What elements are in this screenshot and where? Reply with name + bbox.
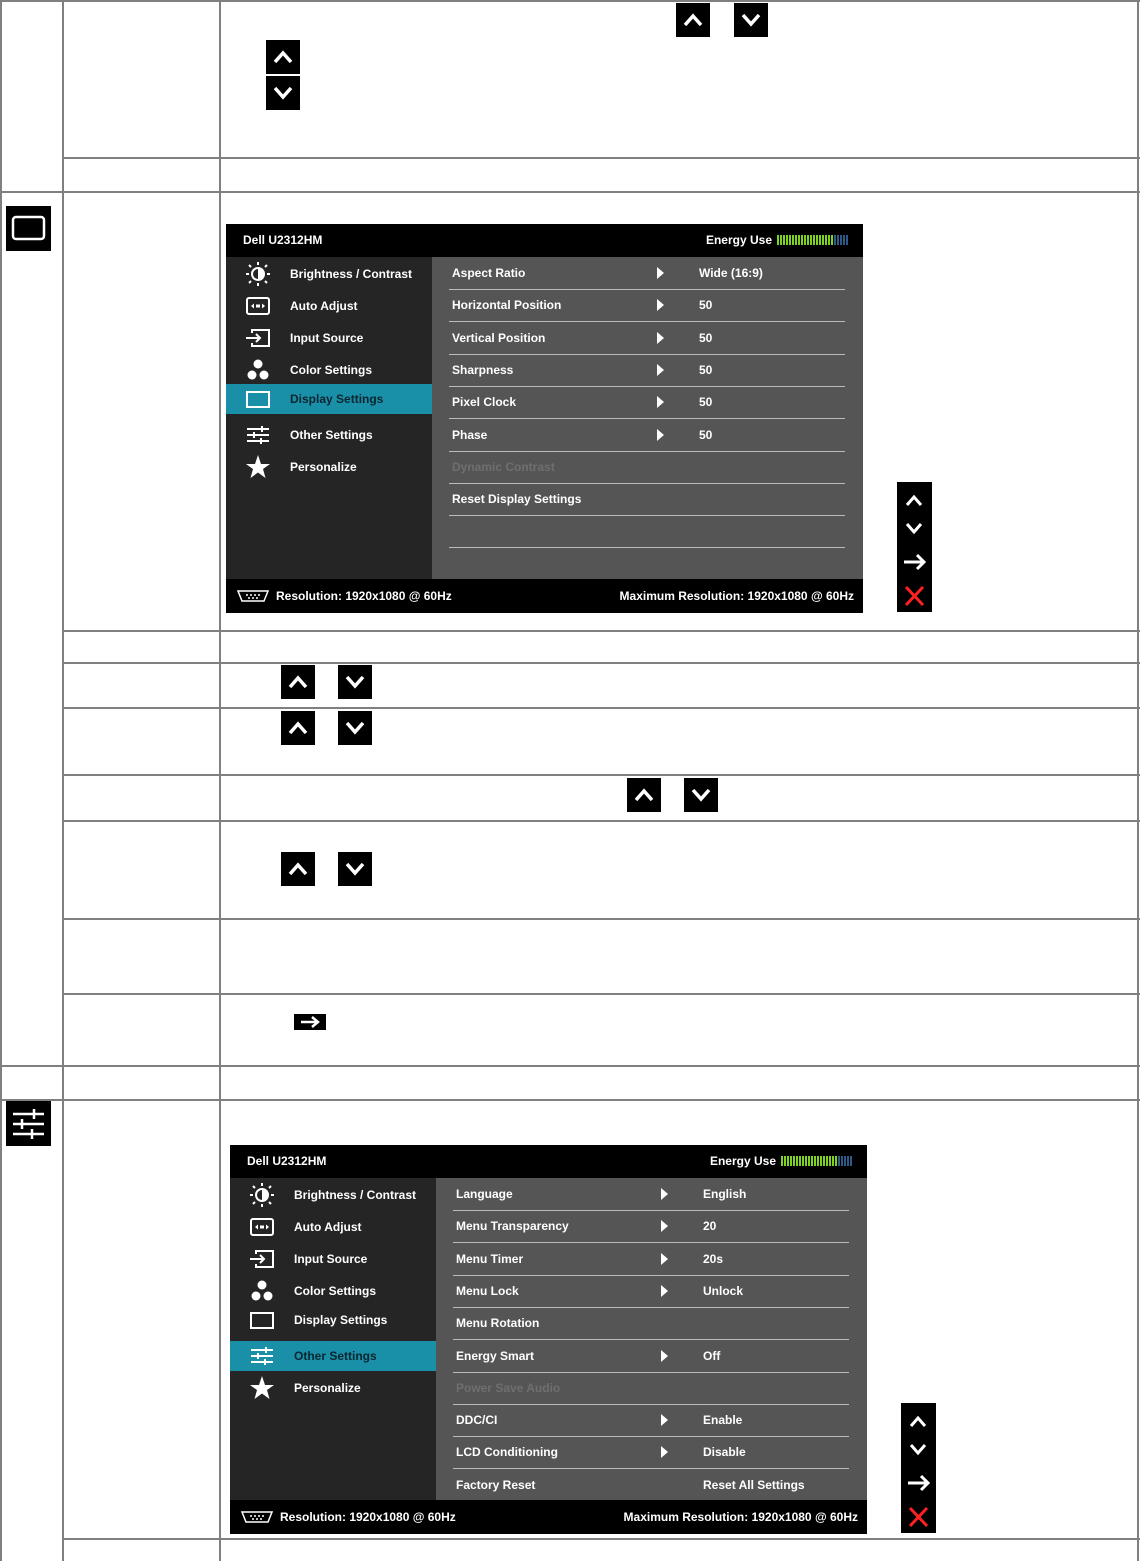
osd-setting-label: Factory Reset (456, 1477, 536, 1492)
energy-bar (840, 235, 842, 245)
caret-right-icon (657, 364, 664, 376)
energy-bar (784, 1156, 786, 1166)
chevron-down-icon (911, 1445, 925, 1453)
auto-adjust-icon (248, 1215, 276, 1239)
caret-right-icon (657, 429, 664, 441)
energy-bar (831, 235, 833, 245)
energy-bar (823, 1156, 825, 1166)
grid-line (62, 630, 1140, 632)
osd-setting-label: Energy Smart (456, 1348, 535, 1363)
max-resolution-text: Maximum Resolution: 1920x1080 @ 60Hz (623, 1510, 858, 1524)
energy-use-label: Energy Use (709, 1154, 776, 1168)
osd-menu-label: Brightness / Contrast (290, 267, 413, 281)
grid-line (62, 662, 1140, 664)
osd-menu-label: Display Settings (294, 1313, 388, 1327)
chevron-up-icon (627, 778, 661, 812)
energy-bar (846, 235, 848, 245)
osd-setting-row[interactable] (453, 1275, 849, 1308)
grid-line (0, 1099, 1140, 1101)
osd-menu-item-input-source[interactable] (226, 323, 432, 353)
caret-right-icon (657, 396, 664, 408)
osd-setting-value: Disable (703, 1445, 746, 1460)
osd-setting-row[interactable] (449, 515, 845, 548)
vga-connector-icon (240, 1510, 274, 1527)
osd-setting-label: LCD Conditioning (456, 1445, 558, 1460)
grid-line (62, 1538, 1140, 1540)
energy-bar (780, 235, 782, 245)
grid-line (62, 157, 1140, 159)
energy-bar (807, 235, 809, 245)
resolution-text: Resolution: 1920x1080 @ 60Hz (276, 589, 452, 603)
grid-line (62, 707, 1140, 709)
display-settings-icon (248, 1308, 276, 1332)
osd-setting-row[interactable] (453, 1307, 849, 1340)
osd-other-settings (230, 1145, 867, 1534)
energy-bar (808, 1156, 810, 1166)
color-settings-icon (244, 358, 272, 382)
caret-right-icon (661, 1253, 668, 1265)
input-source-icon (244, 326, 272, 350)
osd-setting-label: Reset Display Settings (452, 492, 582, 507)
osd-setting-value: 50 (699, 395, 713, 410)
grid-line (1137, 0, 1139, 1561)
osd-setting-row[interactable] (449, 483, 845, 516)
osd-setting-label: Sharpness (452, 362, 514, 377)
energy-bar (798, 235, 800, 245)
osd-menu-label: Auto Adjust (294, 1220, 362, 1234)
osd-nav-buttons (901, 1403, 936, 1533)
grid-line (62, 774, 1140, 776)
osd-setting-label: Menu Timer (456, 1251, 524, 1266)
energy-bar (787, 1156, 789, 1166)
energy-bar (829, 1156, 831, 1166)
grid-line (0, 0, 2, 1561)
osd-nav-buttons (897, 482, 932, 612)
osd-main-menu (230, 1178, 436, 1500)
osd-menu-item-auto-adjust[interactable] (230, 1212, 436, 1242)
grid-line (62, 918, 1140, 920)
chevron-up-icon (676, 3, 710, 37)
osd-setting-row[interactable] (449, 354, 845, 387)
grid-line (0, 191, 1140, 193)
osd-menu-item-other-settings[interactable] (230, 1341, 436, 1371)
chevron-down-icon (907, 524, 921, 532)
chevron-down-icon (734, 3, 768, 37)
osd-setting-row (449, 451, 845, 484)
caret-right-icon (657, 299, 664, 311)
energy-bar (819, 235, 821, 245)
osd-display-settings (226, 224, 863, 613)
osd-setting-value: 50 (699, 427, 713, 442)
energy-bar (810, 235, 812, 245)
energy-bar (841, 1156, 843, 1166)
chevron-up-icon (907, 497, 921, 505)
grid-line (62, 0, 64, 1561)
energy-bar (802, 1156, 804, 1166)
osd-setting-label: Menu Rotation (456, 1316, 540, 1331)
energy-bar (837, 235, 839, 245)
energy-bar (781, 1156, 783, 1166)
display-settings-icon (244, 387, 272, 411)
osd-setting-row[interactable] (449, 289, 845, 322)
energy-bar (843, 235, 845, 245)
caret-right-icon (657, 332, 664, 344)
arrow-right-icon (294, 1014, 326, 1030)
energy-bar (816, 235, 818, 245)
energy-bar (817, 1156, 819, 1166)
chevron-down-icon (338, 711, 372, 745)
osd-setting-row[interactable] (453, 1404, 849, 1437)
energy-bar (793, 1156, 795, 1166)
osd-menu-item-star[interactable] (226, 452, 432, 482)
osd-setting-label: Power Save Audio (456, 1380, 561, 1395)
osd-setting-row[interactable] (449, 386, 845, 419)
energy-bar (795, 235, 797, 245)
energy-bar (822, 235, 824, 245)
osd-setting-value: 20 (703, 1219, 717, 1234)
grid-line (0, 0, 1140, 2)
resolution-text: Resolution: 1920x1080 @ 60Hz (280, 1510, 456, 1524)
osd-setting-label: Horizontal Position (452, 298, 562, 313)
chevron-down-icon (684, 778, 718, 812)
osd-menu-label: Other Settings (294, 1349, 377, 1363)
osd-setting-label: Phase (452, 427, 488, 442)
energy-bar (835, 1156, 837, 1166)
energy-bar (804, 235, 806, 245)
energy-use-label: Energy Use (705, 233, 772, 247)
osd-menu-label: Brightness / Contrast (294, 1188, 417, 1202)
osd-menu-item-display-settings[interactable] (226, 384, 432, 414)
other-settings-icon (6, 1101, 51, 1146)
chevron-down-icon (266, 76, 300, 110)
osd-main-menu (226, 257, 432, 579)
energy-bar (790, 1156, 792, 1166)
energy-bar (811, 1156, 813, 1166)
energy-bar (813, 235, 815, 245)
osd-setting-label: Dynamic Contrast (452, 459, 555, 474)
caret-right-icon (661, 1414, 668, 1426)
osd-menu-item-brightness[interactable] (226, 259, 432, 289)
chevron-up-icon (281, 665, 315, 699)
osd-menu-label: Input Source (294, 1252, 368, 1266)
vga-connector-icon (236, 589, 270, 606)
star-icon (248, 1376, 276, 1400)
osd-setting-label: Language (456, 1187, 513, 1201)
osd-setting-value: Enable (703, 1413, 743, 1428)
osd-setting-value: Wide (16:9) (699, 266, 763, 280)
caret-right-icon (661, 1446, 668, 1458)
osd-title: Dell U2312HM (247, 1154, 327, 1168)
osd-menu-item-auto-adjust[interactable] (226, 291, 432, 321)
energy-bar (786, 235, 788, 245)
grid-line (62, 993, 1140, 995)
osd-setting-value: English (703, 1187, 747, 1201)
osd-setting-value: 50 (699, 298, 713, 313)
osd-setting-label: Aspect Ratio (452, 266, 526, 280)
osd-setting-value: Reset All Settings (703, 1477, 805, 1492)
chevron-up-icon (266, 40, 300, 74)
osd-menu-label: Personalize (290, 460, 357, 474)
input-source-icon (248, 1247, 276, 1271)
caret-right-icon (657, 267, 664, 279)
display-settings-icon (6, 206, 51, 251)
chevron-up-icon (911, 1418, 925, 1426)
energy-bar (832, 1156, 834, 1166)
energy-bar (825, 235, 827, 245)
other-settings-icon (244, 423, 272, 447)
grid-line (0, 1065, 1140, 1067)
osd-setting-row[interactable] (453, 1243, 849, 1276)
osd-setting-label: DDC/CI (456, 1413, 498, 1428)
osd-menu-item-color-settings[interactable] (226, 355, 432, 385)
osd-menu-item-color-settings[interactable] (230, 1276, 436, 1306)
other-settings-icon (248, 1344, 276, 1368)
grid-line (219, 0, 221, 1561)
energy-bars (781, 1156, 853, 1166)
energy-bar (844, 1156, 846, 1166)
chevron-up-icon (281, 711, 315, 745)
osd-footer (230, 1500, 867, 1534)
osd-setting-value: 50 (699, 362, 713, 377)
osd-menu-label: Other Settings (290, 428, 373, 442)
energy-bar (777, 235, 779, 245)
osd-menu-item-other-settings[interactable] (226, 420, 432, 450)
close-icon (906, 587, 923, 605)
osd-setting-label: Menu Transparency (456, 1219, 569, 1234)
energy-bar (820, 1156, 822, 1166)
osd-setting-row[interactable] (449, 419, 845, 452)
energy-bar (801, 235, 803, 245)
energy-bar (792, 235, 794, 245)
energy-bar (805, 1156, 807, 1166)
osd-setting-row (453, 1372, 849, 1405)
energy-use-meter (710, 1154, 853, 1168)
energy-bar (847, 1156, 849, 1166)
osd-menu-item-display-settings[interactable] (230, 1305, 436, 1335)
brightness-icon (248, 1183, 276, 1207)
osd-menu-item-star[interactable] (230, 1373, 436, 1403)
caret-right-icon (661, 1350, 668, 1362)
max-resolution-text: Maximum Resolution: 1920x1080 @ 60Hz (619, 589, 854, 603)
osd-menu-label: Input Source (290, 331, 364, 345)
osd-setting-value: Unlock (703, 1283, 744, 1298)
osd-setting-label: Pixel Clock (452, 395, 517, 410)
osd-setting-value: Off (703, 1348, 721, 1363)
chevron-down-icon (338, 852, 372, 886)
osd-setting-label: Vertical Position (452, 330, 546, 345)
osd-setting-row[interactable] (449, 257, 845, 290)
osd-setting-value: 50 (699, 330, 713, 345)
chevron-up-icon (281, 852, 315, 886)
osd-setting-row[interactable] (449, 322, 845, 355)
chevron-down-icon (338, 665, 372, 699)
caret-right-icon (661, 1220, 668, 1232)
energy-bar (789, 235, 791, 245)
energy-bar (796, 1156, 798, 1166)
energy-bar (783, 235, 785, 245)
energy-bars (777, 235, 849, 245)
osd-setting-row[interactable] (453, 1210, 849, 1243)
arrow-right-icon (908, 1476, 928, 1490)
close-icon (910, 1508, 927, 1526)
energy-bar (826, 1156, 828, 1166)
osd-setting-row[interactable] (453, 1178, 849, 1211)
osd-menu-label: Color Settings (294, 1284, 377, 1298)
energy-bar (850, 1156, 852, 1166)
energy-bar (814, 1156, 816, 1166)
osd-setting-value: 20s (703, 1251, 724, 1266)
caret-right-icon (661, 1285, 668, 1297)
color-settings-icon (248, 1279, 276, 1303)
osd-setting-label: Menu Lock (456, 1283, 519, 1298)
brightness-icon (244, 262, 272, 286)
osd-menu-label: Personalize (294, 1381, 361, 1395)
energy-use-meter (706, 233, 849, 247)
osd-menu-label: Display Settings (290, 392, 384, 406)
energy-bar (834, 235, 836, 245)
osd-setting-row[interactable] (453, 1340, 849, 1373)
osd-footer (226, 579, 863, 613)
energy-bar (828, 235, 830, 245)
osd-menu-label: Auto Adjust (290, 299, 358, 313)
osd-title: Dell U2312HM (243, 233, 323, 247)
auto-adjust-icon (244, 294, 272, 318)
energy-bar (838, 1156, 840, 1166)
osd-submenu (432, 257, 863, 579)
osd-menu-item-brightness[interactable] (230, 1180, 436, 1210)
grid-line (62, 820, 1140, 822)
caret-right-icon (661, 1188, 668, 1200)
star-icon (244, 455, 272, 479)
osd-menu-label: Color Settings (290, 363, 373, 377)
osd-setting-row[interactable] (453, 1436, 849, 1469)
arrow-right-icon (904, 555, 924, 569)
osd-submenu (436, 1178, 867, 1500)
osd-menu-item-input-source[interactable] (230, 1244, 436, 1274)
osd-setting-row[interactable] (453, 1469, 849, 1502)
energy-bar (799, 1156, 801, 1166)
